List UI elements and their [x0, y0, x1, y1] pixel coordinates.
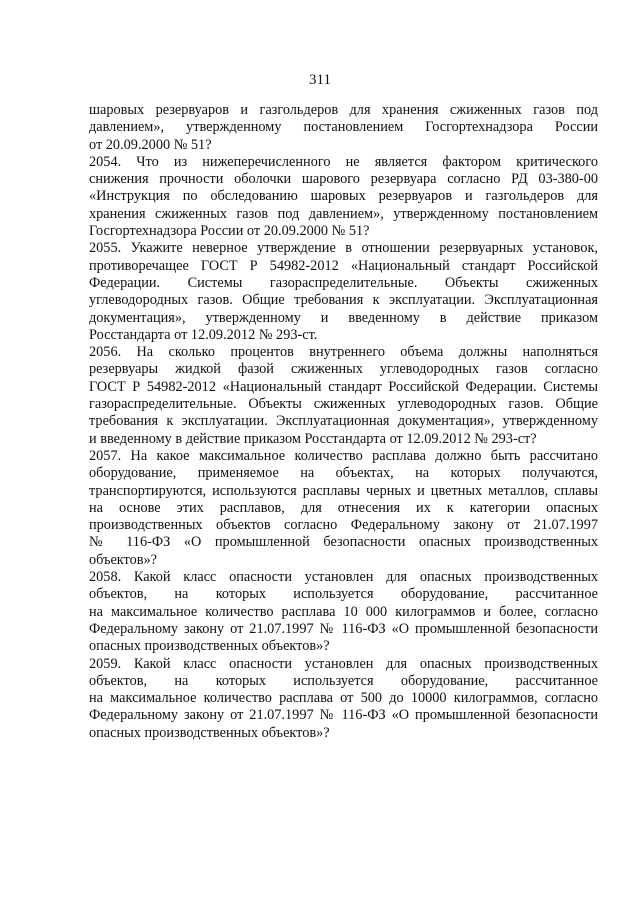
- text-line: № 116-ФЗ «О промышленной безопасности опасных производственных: [89, 534, 598, 551]
- text-line: на максимальное количество расплава 10 000 килограммов и более, согласно: [89, 603, 598, 620]
- question-2057: [89, 448, 598, 569]
- text-line: документация», утвержденному и введенному в действие приказом: [89, 309, 598, 326]
- question-2058: [89, 569, 598, 655]
- text-line: на основе этих расплавов, для отнесения их к категории опасных: [89, 499, 598, 516]
- text-line: производственных объектов согласно Федеральному закону от 21.07.1997: [89, 517, 598, 534]
- text-line: 2058. Какой класс опасности установлен для опасных производственных: [89, 569, 598, 586]
- text-line: Федеральному закону от 21.07.1997 № 116-ФЗ «О промышленной безопасности: [89, 707, 598, 724]
- text-line: Госгортехнадзора России от 20.09.2000 № 51?: [89, 223, 370, 240]
- text-line: объектов, на которых используется оборудование, рассчитанное: [89, 672, 598, 689]
- text-line: объектов»?: [89, 551, 158, 568]
- question-2055: [89, 240, 598, 344]
- text-line: газораспределительные. Объекты сжиженных углеводородных газов. Общие: [89, 396, 598, 413]
- text-line: 2054. Что из нижеперечисленного не является фактором критического: [89, 153, 598, 170]
- question-2056: [89, 344, 598, 448]
- text-line: Росстандарта от 12.09.2012 № 293-ст.: [89, 326, 318, 343]
- text-line: Федерации. Системы газораспределительные. Объекты сжиженных: [89, 274, 598, 291]
- text-line: 2055. Укажите неверное утверждение в отношении резервуарных установок,: [89, 240, 598, 257]
- text-line: и введенному в действие приказом Росстандарта от 12.09.2012 № 293-ст?: [89, 430, 537, 447]
- question-2059: [89, 656, 598, 742]
- text-line: углеводородных газов. Общие требования к эксплуатации. Эксплуатационная: [89, 292, 598, 309]
- text-line: противоречащее ГОСТ Р 54982-2012 «Национальный стандарт Российской: [89, 257, 598, 274]
- text-line: 2057. На какое максимальное количество расплава должно быть рассчитано: [89, 447, 598, 464]
- text-line: оборудование, применяемое на объектах, на которых получаются,: [89, 465, 598, 482]
- text-line: шаровых резервуаров и газгольдеров для хранения сжиженных газов под: [89, 102, 598, 118]
- question-2054: [89, 154, 598, 240]
- text-line: от 20.09.2000 № 51?: [89, 136, 212, 153]
- text-line: объектов, на которых используется оборудование, рассчитанное: [89, 586, 598, 603]
- text-line: ГОСТ Р 54982-2012 «Национальный стандарт Российской Федерации. Системы: [89, 378, 598, 395]
- text-line: на максимальное количество расплава от 500 до 10000 килограммов, согласно: [89, 690, 598, 707]
- text-line: давлением», утвержденному постановлением Госгортехнадзора России: [89, 119, 598, 136]
- text-line: опасных производственных объектов»?: [89, 638, 330, 655]
- page-number: 311: [309, 72, 331, 88]
- text-line: Федеральному закону от 21.07.1997 № 116-ФЗ «О промышленной безопасности: [89, 620, 598, 637]
- text-line: 2059. Какой класс опасности установлен для опасных производственных: [89, 655, 598, 672]
- text-line: 2056. На сколько процентов внутреннего объема должны наполняться: [89, 344, 598, 361]
- text-line: «Инструкция по обследованию шаровых резервуаров и газгольдеров для: [89, 188, 598, 205]
- text-line: хранения сжиженных газов под давлением», утвержденному постановлением: [89, 205, 598, 222]
- text-line: резервуары жидкой фазой сжиженных углеводородных газов согласно: [89, 361, 598, 378]
- document-body: [89, 102, 598, 742]
- question-2053-tail: [89, 102, 598, 154]
- text-line: снижения прочности оболочки шарового резервуара согласно РД 03-380-00: [89, 171, 598, 188]
- text-line: транспортируются, используются расплавы черных и цветных металлов, сплавы: [89, 482, 598, 499]
- text-line: опасных производственных объектов»?: [89, 724, 330, 741]
- text-line: требования к эксплуатации. Эксплуатационная документация», утвержденному: [89, 413, 598, 430]
